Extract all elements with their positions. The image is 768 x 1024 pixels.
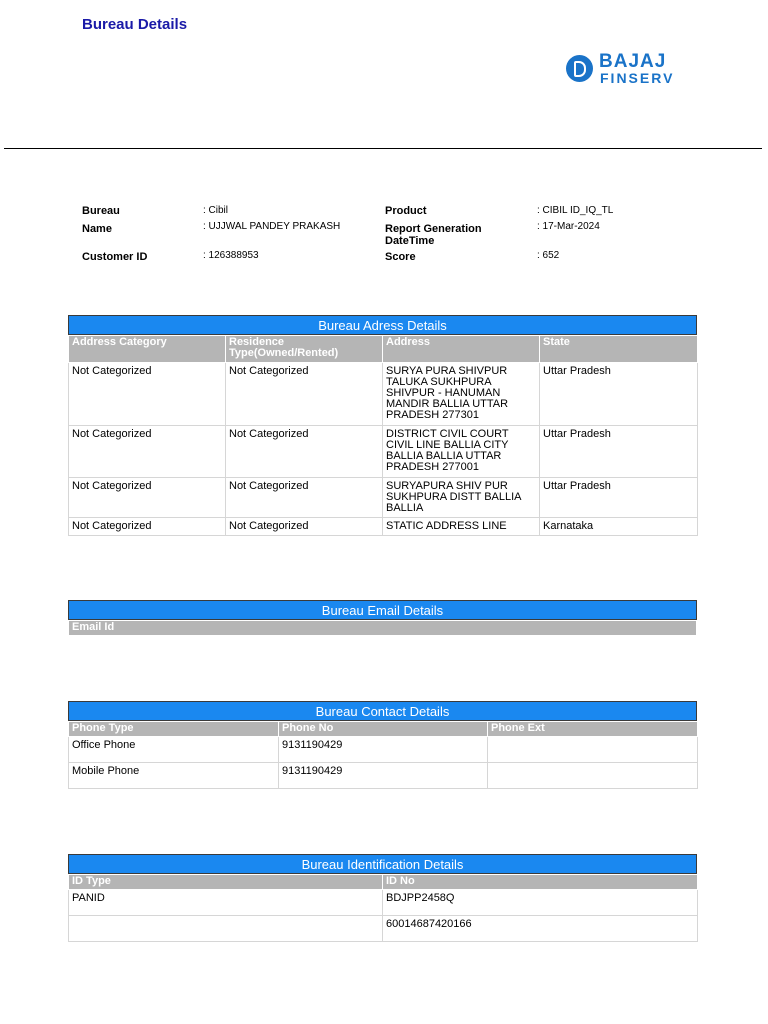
column-header: Phone No	[279, 722, 488, 737]
column-header: Address Category	[69, 336, 226, 363]
identification-header-row	[69, 875, 698, 890]
residence-type-cell: Not Categorized	[226, 363, 383, 426]
phone-type-cell: Mobile Phone	[69, 763, 279, 789]
table-row	[69, 518, 698, 536]
residence-type-cell: Not Categorized	[226, 478, 383, 518]
customer-id-value: : 126388953	[203, 250, 259, 261]
bureau-value: : Cibil	[203, 205, 229, 216]
report-generation-value: : 17-Mar-2024	[537, 221, 600, 232]
column-header: Address	[383, 336, 540, 363]
state-cell: Uttar Pradesh	[540, 478, 698, 518]
table-row	[69, 890, 698, 916]
logo-emblem-icon	[566, 55, 593, 82]
bajaj-finserv-logo	[566, 53, 696, 87]
column-header: ID No	[383, 875, 698, 890]
id-type-cell	[69, 916, 383, 942]
contact-section-title: Bureau Contact Details	[68, 701, 697, 721]
address-category-cell: Not Categorized	[69, 363, 226, 426]
address-cell: SURYAPURA SHIV PUR SUKHPURA DISTT BALLIA BALLIA	[383, 478, 540, 518]
column-header: ID Type	[69, 875, 383, 890]
report-generation-label: Report Generation DateTime	[385, 223, 482, 247]
address-category-cell: Not Categorized	[69, 426, 226, 478]
id-number-cell: BDJPP2458Q	[383, 890, 698, 916]
email-section-title: Bureau Email Details	[68, 600, 697, 620]
table-row	[69, 763, 698, 789]
phone-number-cell: 9131190429	[279, 763, 488, 789]
state-cell: Uttar Pradesh	[540, 426, 698, 478]
page-title: Bureau Details	[82, 16, 188, 33]
email-section	[68, 600, 697, 636]
product-label: Product	[385, 205, 427, 217]
logo-text-line2: FINSERV	[600, 70, 675, 86]
address-category-cell: Not Categorized	[69, 518, 226, 536]
id-number-cell: 60014687420166	[383, 916, 698, 942]
address-table	[68, 335, 698, 536]
header-divider	[4, 148, 762, 149]
table-row	[69, 478, 698, 518]
logo-text-line1: BAJAJ	[599, 51, 667, 72]
column-header: Phone Ext	[488, 722, 698, 737]
address-cell: DISTRICT CIVIL COURT CIVIL LINE BALLIA CITY BALLIA BALLIA UTTAR PRADESH 277001	[383, 426, 540, 478]
identification-table	[68, 874, 698, 942]
table-row	[69, 916, 698, 942]
phone-ext-cell	[488, 737, 698, 763]
column-header: Residence Type(Owned/Rented)	[226, 336, 383, 363]
phone-number-cell: 9131190429	[279, 737, 488, 763]
name-label: Name	[82, 223, 112, 235]
address-cell: STATIC ADDRESS LINE	[383, 518, 540, 536]
state-cell: Uttar Pradesh	[540, 363, 698, 426]
column-header: State	[540, 336, 698, 363]
product-value: : CIBIL ID_IQ_TL	[537, 205, 614, 216]
identification-section	[68, 854, 697, 942]
residence-type-cell: Not Categorized	[226, 426, 383, 478]
address-section-title: Bureau Adress Details	[68, 315, 697, 335]
contact-table	[68, 721, 698, 789]
address-category-cell: Not Categorized	[69, 478, 226, 518]
address-section	[68, 315, 697, 536]
phone-ext-cell	[488, 763, 698, 789]
table-row	[69, 426, 698, 478]
table-row	[69, 363, 698, 426]
phone-type-cell: Office Phone	[69, 737, 279, 763]
contact-section	[68, 701, 697, 789]
column-header: Phone Type	[69, 722, 279, 737]
contact-header-row	[69, 722, 698, 737]
column-header: Email Id	[69, 621, 697, 636]
id-type-cell: PANID	[69, 890, 383, 916]
customer-id-label: Customer ID	[82, 251, 148, 263]
name-value: : UJJWAL PANDEY PRAKASH	[203, 221, 341, 232]
address-cell: SURYA PURA SHIVPUR TALUKA SUKHPURA SHIVPUR - HANUMAN MANDIR BALLIA UTTAR PRADESH 277301	[383, 363, 540, 426]
score-label: Score	[385, 251, 416, 263]
residence-type-cell: Not Categorized	[226, 518, 383, 536]
identification-section-title: Bureau Identification Details	[68, 854, 697, 874]
address-header-row	[69, 336, 698, 363]
email-header-row	[69, 621, 697, 636]
email-table	[68, 620, 697, 636]
state-cell: Karnataka	[540, 518, 698, 536]
bureau-label: Bureau	[82, 205, 120, 217]
score-value: : 652	[537, 250, 560, 261]
table-row	[69, 737, 698, 763]
